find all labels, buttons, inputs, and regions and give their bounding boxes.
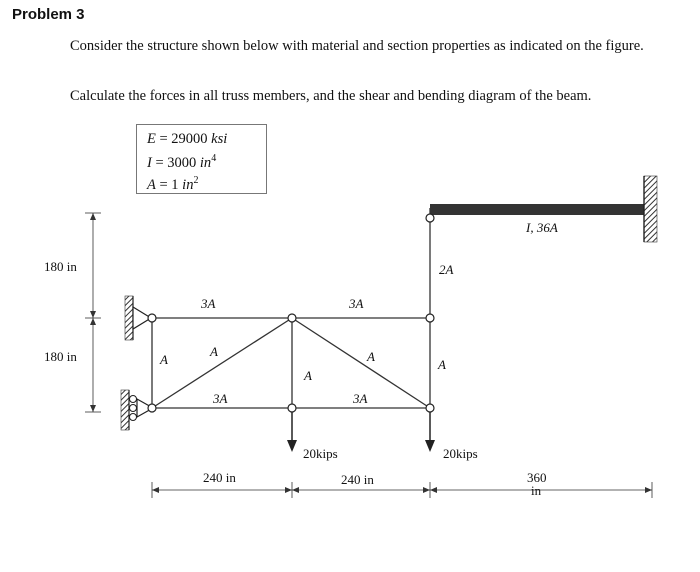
problem-statement: Consider the structure shown below with material and section properties as indicated on the figure. [70, 38, 644, 54]
beam-span-value: 360 [527, 470, 547, 485]
joint-bottom-right [426, 404, 434, 412]
property-a: A = 1 $in^2$ [147, 175, 199, 193]
label-bottom-left: 3A [213, 391, 228, 406]
problem-task: Calculate the forces in all truss members, and the shear and bending diagram of the beam. [70, 88, 592, 104]
load-arrow-center [287, 412, 297, 452]
lower-height-label: 180 in [44, 349, 77, 364]
load-arrow-right [425, 412, 435, 452]
load-right-label: 20kips [443, 446, 478, 461]
label-top-right: 3A [349, 296, 364, 311]
joint-top-right [426, 314, 434, 322]
problem-heading: Problem 3 [12, 6, 85, 23]
label-bottom-right: 3A [353, 391, 368, 406]
beam [430, 204, 644, 215]
joint-bottom-center [288, 404, 296, 412]
label-beam: I, 36A [526, 220, 558, 235]
label-diagonal-right: A [367, 349, 375, 364]
label-right-vertical-lower: A [438, 357, 446, 372]
property-i: I = 3000 $in^4$ [147, 153, 217, 171]
joint-bottom-left [148, 404, 156, 412]
joint-beam [426, 214, 434, 222]
label-right-vertical-upper: 2A [439, 262, 454, 277]
upper-height-label: 180 in [44, 259, 77, 274]
pin-support [125, 296, 151, 340]
label-center-vertical: A [304, 368, 312, 383]
beam-span-unit: in [531, 483, 542, 498]
span-1-label: 240 in [203, 470, 236, 485]
load-center-label: 20kips [303, 446, 338, 461]
label-top-left: 3A [201, 296, 216, 311]
truss-members [152, 208, 430, 408]
label-left-vertical: A [160, 352, 168, 367]
property-e: E = 29000 ksi [147, 131, 228, 147]
span-2-label: 240 in [341, 472, 374, 487]
height-dimension-line [85, 213, 101, 412]
joint-top-center [288, 314, 296, 322]
label-diagonal-left: A [210, 344, 218, 359]
joint-top-left [148, 314, 156, 322]
fixed-support [644, 176, 657, 242]
